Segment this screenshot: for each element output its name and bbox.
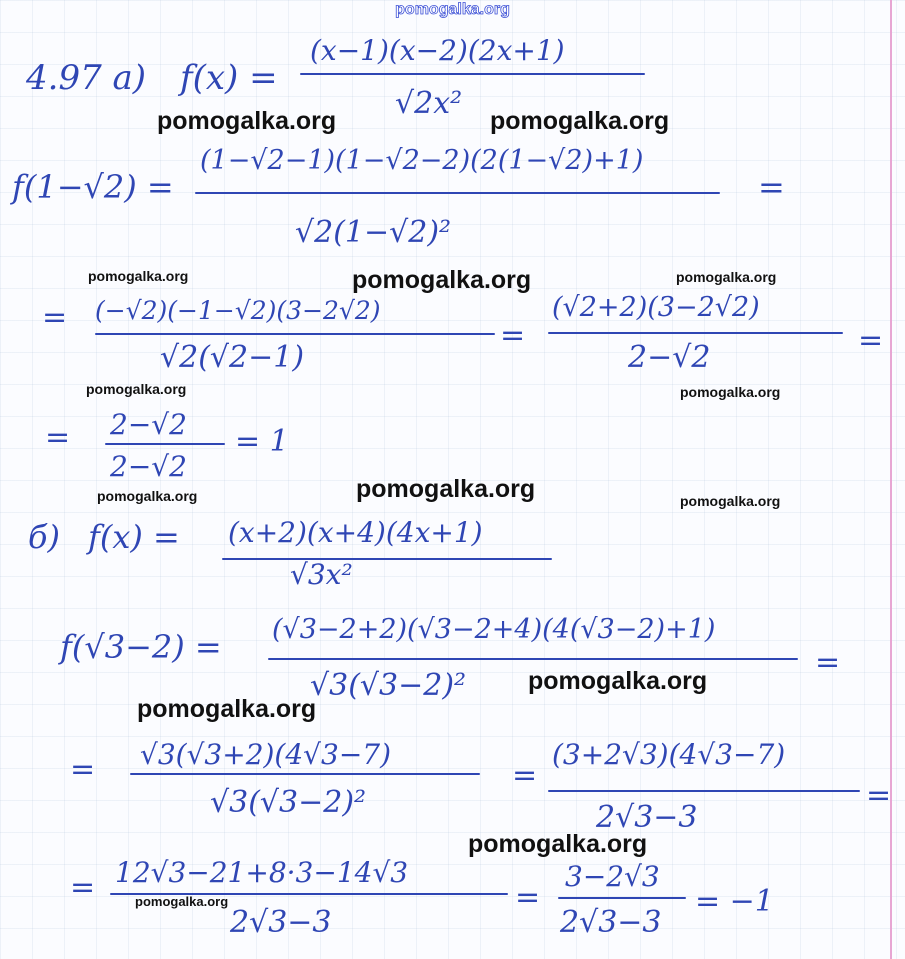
watermark: pomogalka.org	[157, 107, 337, 135]
watermark: pomogalka.org	[676, 269, 777, 285]
eq-a2-denominator: √2(1−√2)²	[295, 215, 452, 250]
eq-b3-bar	[130, 773, 480, 775]
eq-a4-numerator: 2−√2	[110, 408, 187, 441]
function-lhs-b: f(x) =	[88, 518, 180, 556]
fraction-a-numerator: (x−1)(x−2)(2x+1)	[310, 34, 565, 67]
eq-b3-tail: =	[866, 778, 892, 813]
margin-line	[890, 0, 892, 959]
eq-b3-lead: =	[70, 752, 96, 787]
eq-b2-numerator: (√3−2+2)(√3−2+4)(4(√3−2)+1)	[272, 614, 716, 645]
eq-b4-mid: =	[515, 880, 541, 915]
eq-a3-lead: =	[42, 300, 68, 335]
watermark: pomogalka.org	[97, 488, 198, 504]
eq-a3-bar2	[548, 332, 843, 334]
watermark-top: pomogalka.org	[395, 1, 510, 18]
part-b-label: б)	[28, 518, 61, 556]
eq-b4-denominator2: 2√3−3	[560, 905, 662, 940]
eq-a2-numerator: (1−√2−1)(1−√2−2)(2(1−√2)+1)	[200, 145, 644, 176]
fraction-a-denominator: √2x²	[395, 86, 463, 121]
eq-b2-denominator: √3(√3−2)²	[310, 668, 467, 703]
eq-a2-lhs: f(1−√2) =	[12, 168, 174, 206]
fraction-b-denominator: √3x²	[290, 558, 353, 591]
eq-b2-tail: =	[815, 645, 841, 680]
eq-b4-numerator2: 3−2√3	[565, 860, 660, 893]
function-lhs-a: f(x) =	[180, 58, 278, 98]
eq-b4-denominator: 2√3−3	[230, 905, 332, 940]
watermark: pomogalka.org	[528, 667, 708, 695]
fraction-b-numerator: (x+2)(x+4)(4x+1)	[228, 516, 483, 549]
watermark: pomogalka.org	[468, 830, 648, 858]
eq-b3-bar2	[548, 790, 860, 792]
eq-b3-numerator2: (3+2√3)(4√3−7)	[552, 738, 786, 771]
eq-a3-mid: =	[500, 318, 526, 353]
eq-b4-result: = −1	[695, 884, 774, 919]
watermark: pomogalka.org	[86, 381, 187, 397]
eq-a3-tail: =	[858, 323, 884, 358]
eq-a3-denominator2: 2−√2	[628, 340, 711, 375]
eq-b3-mid: =	[512, 758, 538, 793]
problem-label: 4.97 а)	[26, 58, 147, 98]
eq-a4-denominator: 2−√2	[110, 450, 187, 483]
eq-b2-lhs: f(√3−2) =	[60, 628, 222, 666]
eq-a2-bar	[195, 192, 720, 194]
watermark: pomogalka.org	[680, 384, 781, 400]
eq-a4-lead: =	[45, 420, 71, 455]
eq-b3-denominator: √3(√3−2)²	[210, 785, 367, 820]
watermark: pomogalka.org	[88, 268, 189, 284]
eq-a2-tail: =	[758, 168, 785, 206]
watermark: pomogalka.org	[680, 493, 781, 509]
fraction-b-bar	[222, 558, 552, 560]
watermark: pomogalka.org	[490, 107, 670, 135]
eq-b3-numerator: √3(√3+2)(4√3−7)	[140, 738, 392, 771]
fraction-a-bar	[300, 73, 645, 75]
eq-b4-bar2	[558, 897, 686, 899]
eq-a3-bar	[95, 333, 495, 335]
eq-a4-result: = 1	[235, 424, 289, 459]
eq-a4-bar	[105, 443, 225, 445]
watermark: pomogalka.org	[352, 266, 532, 294]
watermark: pomogalka.org	[135, 894, 229, 909]
eq-a3-numerator: (−√2)(−1−√2)(3−2√2)	[95, 296, 381, 325]
eq-b2-bar	[268, 658, 798, 660]
eq-a3-denominator: √2(√2−1)	[160, 340, 305, 375]
watermark: pomogalka.org	[356, 475, 536, 503]
eq-b4-lead: =	[70, 870, 96, 905]
eq-a3-numerator2: (√2+2)(3−2√2)	[552, 292, 760, 323]
eq-b4-numerator: 12√3−21+8·3−14√3	[115, 856, 409, 889]
eq-b3-denominator2: 2√3−3	[596, 800, 698, 835]
watermark: pomogalka.org	[137, 695, 317, 723]
